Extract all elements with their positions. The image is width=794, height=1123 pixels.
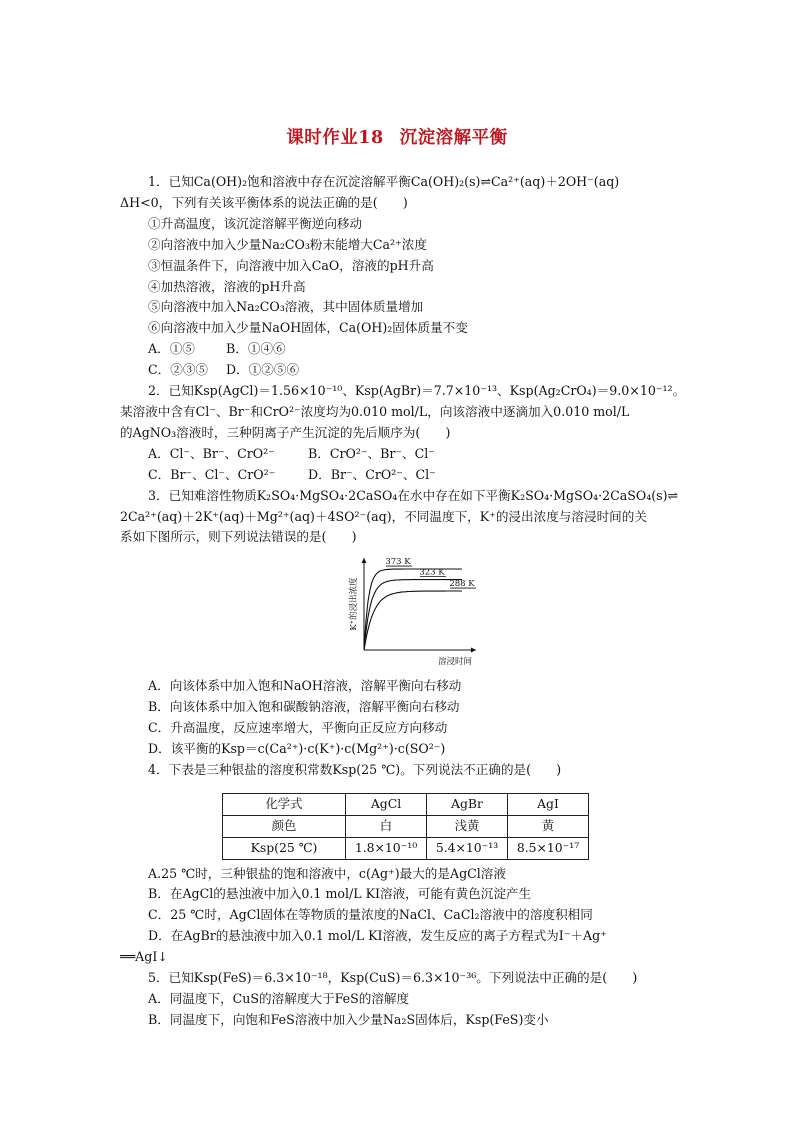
q4-option-d[interactable]: D．在AgBr的悬浊液中加入0.1 mol/L KI溶液，发生反应的离子方程式为I⁻＋Ag⁺ xyxy=(148,928,607,944)
q1-item-6: ⑥向溶液中加入少量NaOH固体，Ca(OH)₂固体质量不变 xyxy=(148,320,468,336)
question-2 xyxy=(120,381,686,486)
q1-option-c[interactable]: C．②③⑤ xyxy=(148,362,209,378)
table-cell: 5.4×10⁻¹³ xyxy=(427,837,508,859)
table-cell: 浅黄 xyxy=(427,815,508,837)
q3-option-c[interactable]: C．升高温度，反应速率增大，平衡向正反应方向移动 xyxy=(148,720,448,736)
q2-stem-line1: 2．已知Ksp(AgCl)＝1.56×10⁻¹⁰、Ksp(AgBr)＝7.7×10⁻¹³、Ksp(Ag₂CrO₄)＝9.0×10⁻¹²。 xyxy=(148,383,686,399)
table-cell: 颜色 xyxy=(223,815,346,837)
q5-stem: 5．已知Ksp(FeS)＝6.3×10⁻¹⁸，Ksp(CuS)＝6.3×10⁻³⁶。下列说法中正确的是( ) xyxy=(148,970,638,986)
ksp-table-wrap xyxy=(222,793,680,860)
q3-stem-line3: 系如下图所示，则下列说法错误的是( ) xyxy=(120,529,357,545)
q2-option-b[interactable]: B．CrO²⁻、Br⁻、Cl⁻ xyxy=(308,445,435,461)
q1-option-d[interactable]: D．①②⑤⑥ xyxy=(226,362,300,378)
q1-item-5: ⑤向溶液中加入Na₂CO₃溶液，其中固体质量增加 xyxy=(148,299,424,315)
table-cell: AgBr xyxy=(427,793,508,815)
q2-options-cd xyxy=(120,465,680,486)
series-label: 288 K xyxy=(449,579,475,590)
q4-option-c[interactable]: C．25 ℃时，AgCl固体在等物质的量浓度的NaCl、CaCl₂溶液中的溶度积相同 xyxy=(148,907,593,923)
q1-item-2: ②向溶液中加入少量Na₂CO₃粉末能增大Ca²⁺浓度 xyxy=(148,236,427,252)
table-row xyxy=(223,793,589,815)
series-label: 373 K xyxy=(385,557,411,568)
q3-stem-line2: 2Ca²⁺(aq)＋2K⁺(aq)＋Mg²⁺(aq)＋4SO²⁻(aq)，不同温度下，K⁺的浸出浓度与溶浸时间的关 xyxy=(120,508,647,524)
q4-stem: 4．下表是三种银盐的溶度积常数Ksp(25 ℃)。下列说法不正确的是( ) xyxy=(148,761,562,777)
question-4 xyxy=(120,760,680,968)
table-cell: 1.8×10⁻¹⁰ xyxy=(346,837,427,859)
title-main: 课时作业18 xyxy=(286,128,384,148)
question-3 xyxy=(120,486,680,760)
question-1 xyxy=(120,172,680,381)
q1-stem-line1: 1．已知Ca(OH)₂饱和溶液中存在沉淀溶解平衡Ca(OH)₂(s)⇌Ca²⁺(aq)＋2OH⁻(aq) xyxy=(148,174,620,189)
q3-stem-line1: 3．已知难溶性物质K₂SO₄·MgSO₄·2CaSO₄在水中存在如下平衡K₂SO₄·MgSO₄·2CaSO₄(s)⇌ xyxy=(148,487,679,503)
table-cell: 8.5×10⁻¹⁷ xyxy=(508,837,589,859)
q1-item-3: ③恒温条件下，向溶液中加入CaO，溶液的pH升高 xyxy=(148,257,434,273)
series-label: 323 K xyxy=(419,567,445,578)
series-line xyxy=(364,569,462,650)
q5-option-b[interactable]: B．同温度下，向饱和FeS溶液中加入少量Na₂S固体后，Ksp(FeS)变小 xyxy=(148,1011,549,1027)
chart-svg xyxy=(342,554,482,670)
y-axis-arrow xyxy=(362,558,367,563)
table-cell: 白 xyxy=(346,815,427,837)
table-row xyxy=(223,815,589,837)
q2-options-ab xyxy=(120,444,680,465)
q3-option-b[interactable]: B．向该体系中加入饱和碳酸钠溶液，溶解平衡向右移动 xyxy=(148,699,460,715)
q2-stem-line2: 某溶液中含有Cl⁻、Br⁻和CrO²⁻浓度均为0.010 mol/L，向该溶液中逐滴加入0.010 mol/L xyxy=(120,403,630,419)
q2-option-c[interactable]: C．Br⁻、Cl⁻、CrO²⁻ xyxy=(148,466,276,482)
table-cell: AgI xyxy=(508,793,589,815)
x-axis-label: 溶浸时间 xyxy=(437,657,472,668)
q2-stem-line3: 的AgNO₃溶液时，三种阴离子产生沉淀的先后顺序为( ) xyxy=(120,424,451,440)
q3-option-a[interactable]: A．向该体系中加入饱和NaOH溶液，溶解平衡向右移动 xyxy=(148,678,462,694)
table-cell: 化学式 xyxy=(223,793,346,815)
series-line xyxy=(364,591,462,650)
q1-item-4: ④加热溶液，溶液的pH升高 xyxy=(148,278,306,294)
q2-option-d[interactable]: D．Br⁻、CrO²⁻、Cl⁻ xyxy=(308,466,436,482)
k-leaching-chart xyxy=(342,554,482,670)
question-list xyxy=(120,172,686,1031)
q1-item-1: ①升高温度，该沉淀溶解平衡逆向移动 xyxy=(148,215,363,231)
table-cell: 黄 xyxy=(508,815,589,837)
page-title xyxy=(0,124,794,149)
q1-option-b[interactable]: B．①④⑥ xyxy=(226,341,286,357)
q4-option-a[interactable]: A.25 ℃时，三种银盐的饱和溶液中，c(Ag⁺)最大的是AgCl溶液 xyxy=(148,865,506,881)
series-line xyxy=(364,580,462,650)
x-axis-arrow xyxy=(471,648,476,653)
q4-option-d-cont: ══AgI↓ xyxy=(120,949,168,965)
y-axis-label: K⁺的浸出浓度 xyxy=(349,577,359,631)
q1-stem-line2: ΔH<0，下列有关该平衡体系的说法正确的是( ) xyxy=(120,194,408,210)
q5-option-a[interactable]: A．同温度下，CuS的溶解度大于FeS的溶解度 xyxy=(148,991,410,1006)
q4-option-b[interactable]: B．在AgCl的悬浊液中加入0.1 mol/L KI溶液，可能有黄色沉淀产生 xyxy=(148,886,532,902)
table-cell: Ksp(25 ℃) xyxy=(223,837,346,859)
table-row xyxy=(223,837,589,859)
q1-options-cd xyxy=(120,360,680,381)
table-cell: AgCl xyxy=(346,793,427,815)
q3-option-d[interactable]: D．该平衡的Ksp＝c(Ca²⁺)·c(K⁺)·c(Mg²⁺)·c(SO²⁻) xyxy=(148,741,446,757)
question-5 xyxy=(120,968,680,1031)
q1-option-a[interactable]: A．①⑤ xyxy=(148,341,195,357)
ksp-table xyxy=(222,793,589,860)
q1-options-ab xyxy=(120,339,680,360)
q2-option-a[interactable]: A．Cl⁻、Br⁻、CrO²⁻ xyxy=(148,445,275,461)
title-topic: 沉淀溶解平衡 xyxy=(399,128,508,148)
